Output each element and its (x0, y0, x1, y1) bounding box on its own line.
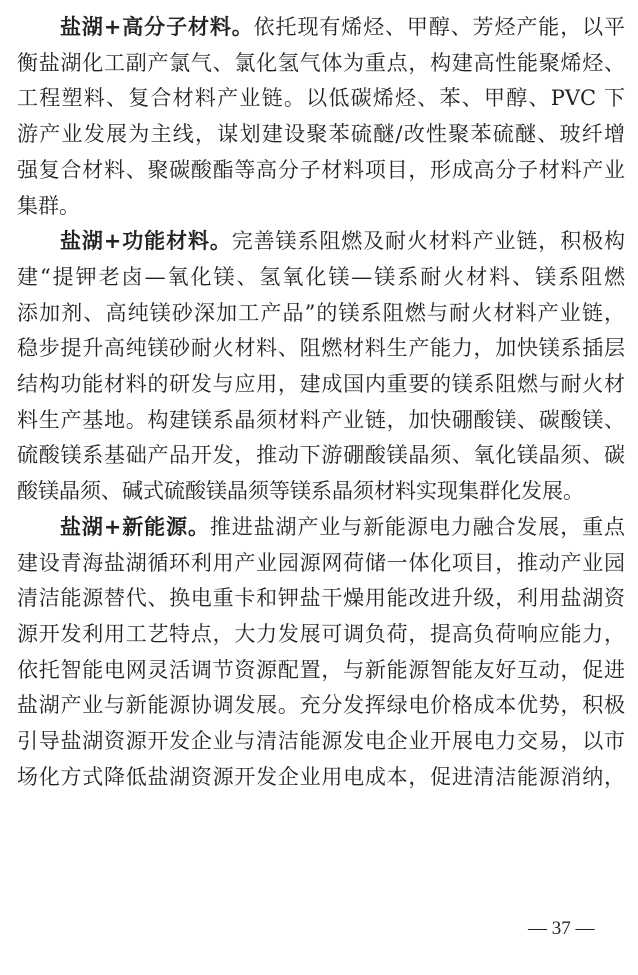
paragraph-heading: 盐湖+高分子材料。 (60, 15, 254, 39)
text-line (17, 331, 625, 367)
page-number: — 37 — (528, 918, 595, 939)
document-body (17, 10, 625, 795)
text-line (17, 438, 625, 474)
text-line (17, 81, 625, 117)
line-text: 添加剂、高纯镁砂深加工产品”的镁系阻燃与耐火材料产业链， (17, 300, 625, 325)
text-line (17, 153, 625, 189)
line-text: 衡盐湖化工副产氯气、氯化氢气体为重点，构建高性能聚烯烃、 (17, 50, 625, 75)
line-text: 游产业发展为主线，谋划建设聚苯硫醚/改性聚苯硫醚、玻纤增 (17, 122, 625, 147)
line-text: 清洁能源替代、换电重卡和钾盐干燥用能改进升级，利用盐湖资 (17, 586, 625, 611)
line-text: 工程塑料、复合材料产业链。以低碳烯烃、苯、甲醇、PVC 下 (17, 86, 625, 111)
line-text: 完善镁系阻燃及耐火材料产业链，积极构 (231, 229, 625, 254)
line-text: 硫酸镁系基础产品开发，推动下游硼酸镁晶须、氧化镁晶须、碳 (17, 443, 625, 468)
paragraph (17, 224, 625, 510)
text-line (17, 760, 625, 796)
line-text: 强复合材料、聚碳酸酯等高分子材料项目，形成高分子材料产业 (17, 157, 625, 182)
line-text: 集群。 (17, 193, 80, 218)
line-text: 依托现有烯烃、甲醇、芳烃产能，以平 (253, 15, 625, 39)
paragraph-heading: 盐湖+新能源。 (60, 514, 210, 539)
text-line (17, 510, 625, 546)
text-line (17, 367, 625, 403)
text-line (17, 474, 625, 510)
line-text: 稳步提升高纯镁砂耐火材料、阻燃材料生产能力，加快镁系插层 (17, 336, 625, 361)
text-line (17, 10, 625, 46)
text-line (17, 403, 625, 439)
line-text: 依托智能电网灵活调节资源配置，与新能源智能友好互动，促进 (17, 657, 625, 682)
line-text: 盐湖产业与新能源协调发展。充分发挥绿电价格成本优势，积极 (17, 693, 625, 718)
line-text: 建设青海盐湖循环利用产业园源网荷储一体化项目，推动产业园 (17, 550, 625, 575)
text-line (17, 46, 625, 82)
text-line (17, 117, 625, 153)
text-line (17, 546, 625, 582)
text-line (17, 189, 625, 225)
text-line (17, 224, 625, 260)
text-line (17, 260, 625, 296)
line-text: 酸镁晶须、碱式硫酸镁晶须等镁系晶须材料实现集群化发展。 (17, 479, 584, 504)
line-text: 推进盐湖产业与新能源电力融合发展，重点 (209, 514, 625, 539)
text-line (17, 581, 625, 617)
line-text: 场化方式降低盐湖资源开发企业用电成本，促进清洁能源消纳， (17, 764, 625, 789)
text-line (17, 688, 625, 724)
paragraph (17, 510, 625, 796)
text-line (17, 617, 625, 653)
line-text: 源开发利用工艺特点，大力发展可调负荷，提高负荷响应能力， (17, 621, 625, 646)
text-line (17, 724, 625, 760)
paragraph-heading: 盐湖+功能材料。 (60, 229, 232, 254)
text-line (17, 653, 625, 689)
line-text: 料生产基地。构建镁系晶须材料产业链，加快硼酸镁、碳酸镁、 (17, 407, 625, 432)
line-text: 引导盐湖资源开发企业与清洁能源发电企业开展电力交易，以市 (17, 729, 625, 754)
paragraph (17, 10, 625, 224)
line-text: 建“提钾老卤—氧化镁、氢氧化镁—镁系耐火材料、镁系阻燃 (17, 264, 625, 289)
text-line (17, 296, 625, 332)
line-text: 结构功能材料的研发与应用，建成国内重要的镁系阻燃与耐火材 (17, 372, 625, 397)
